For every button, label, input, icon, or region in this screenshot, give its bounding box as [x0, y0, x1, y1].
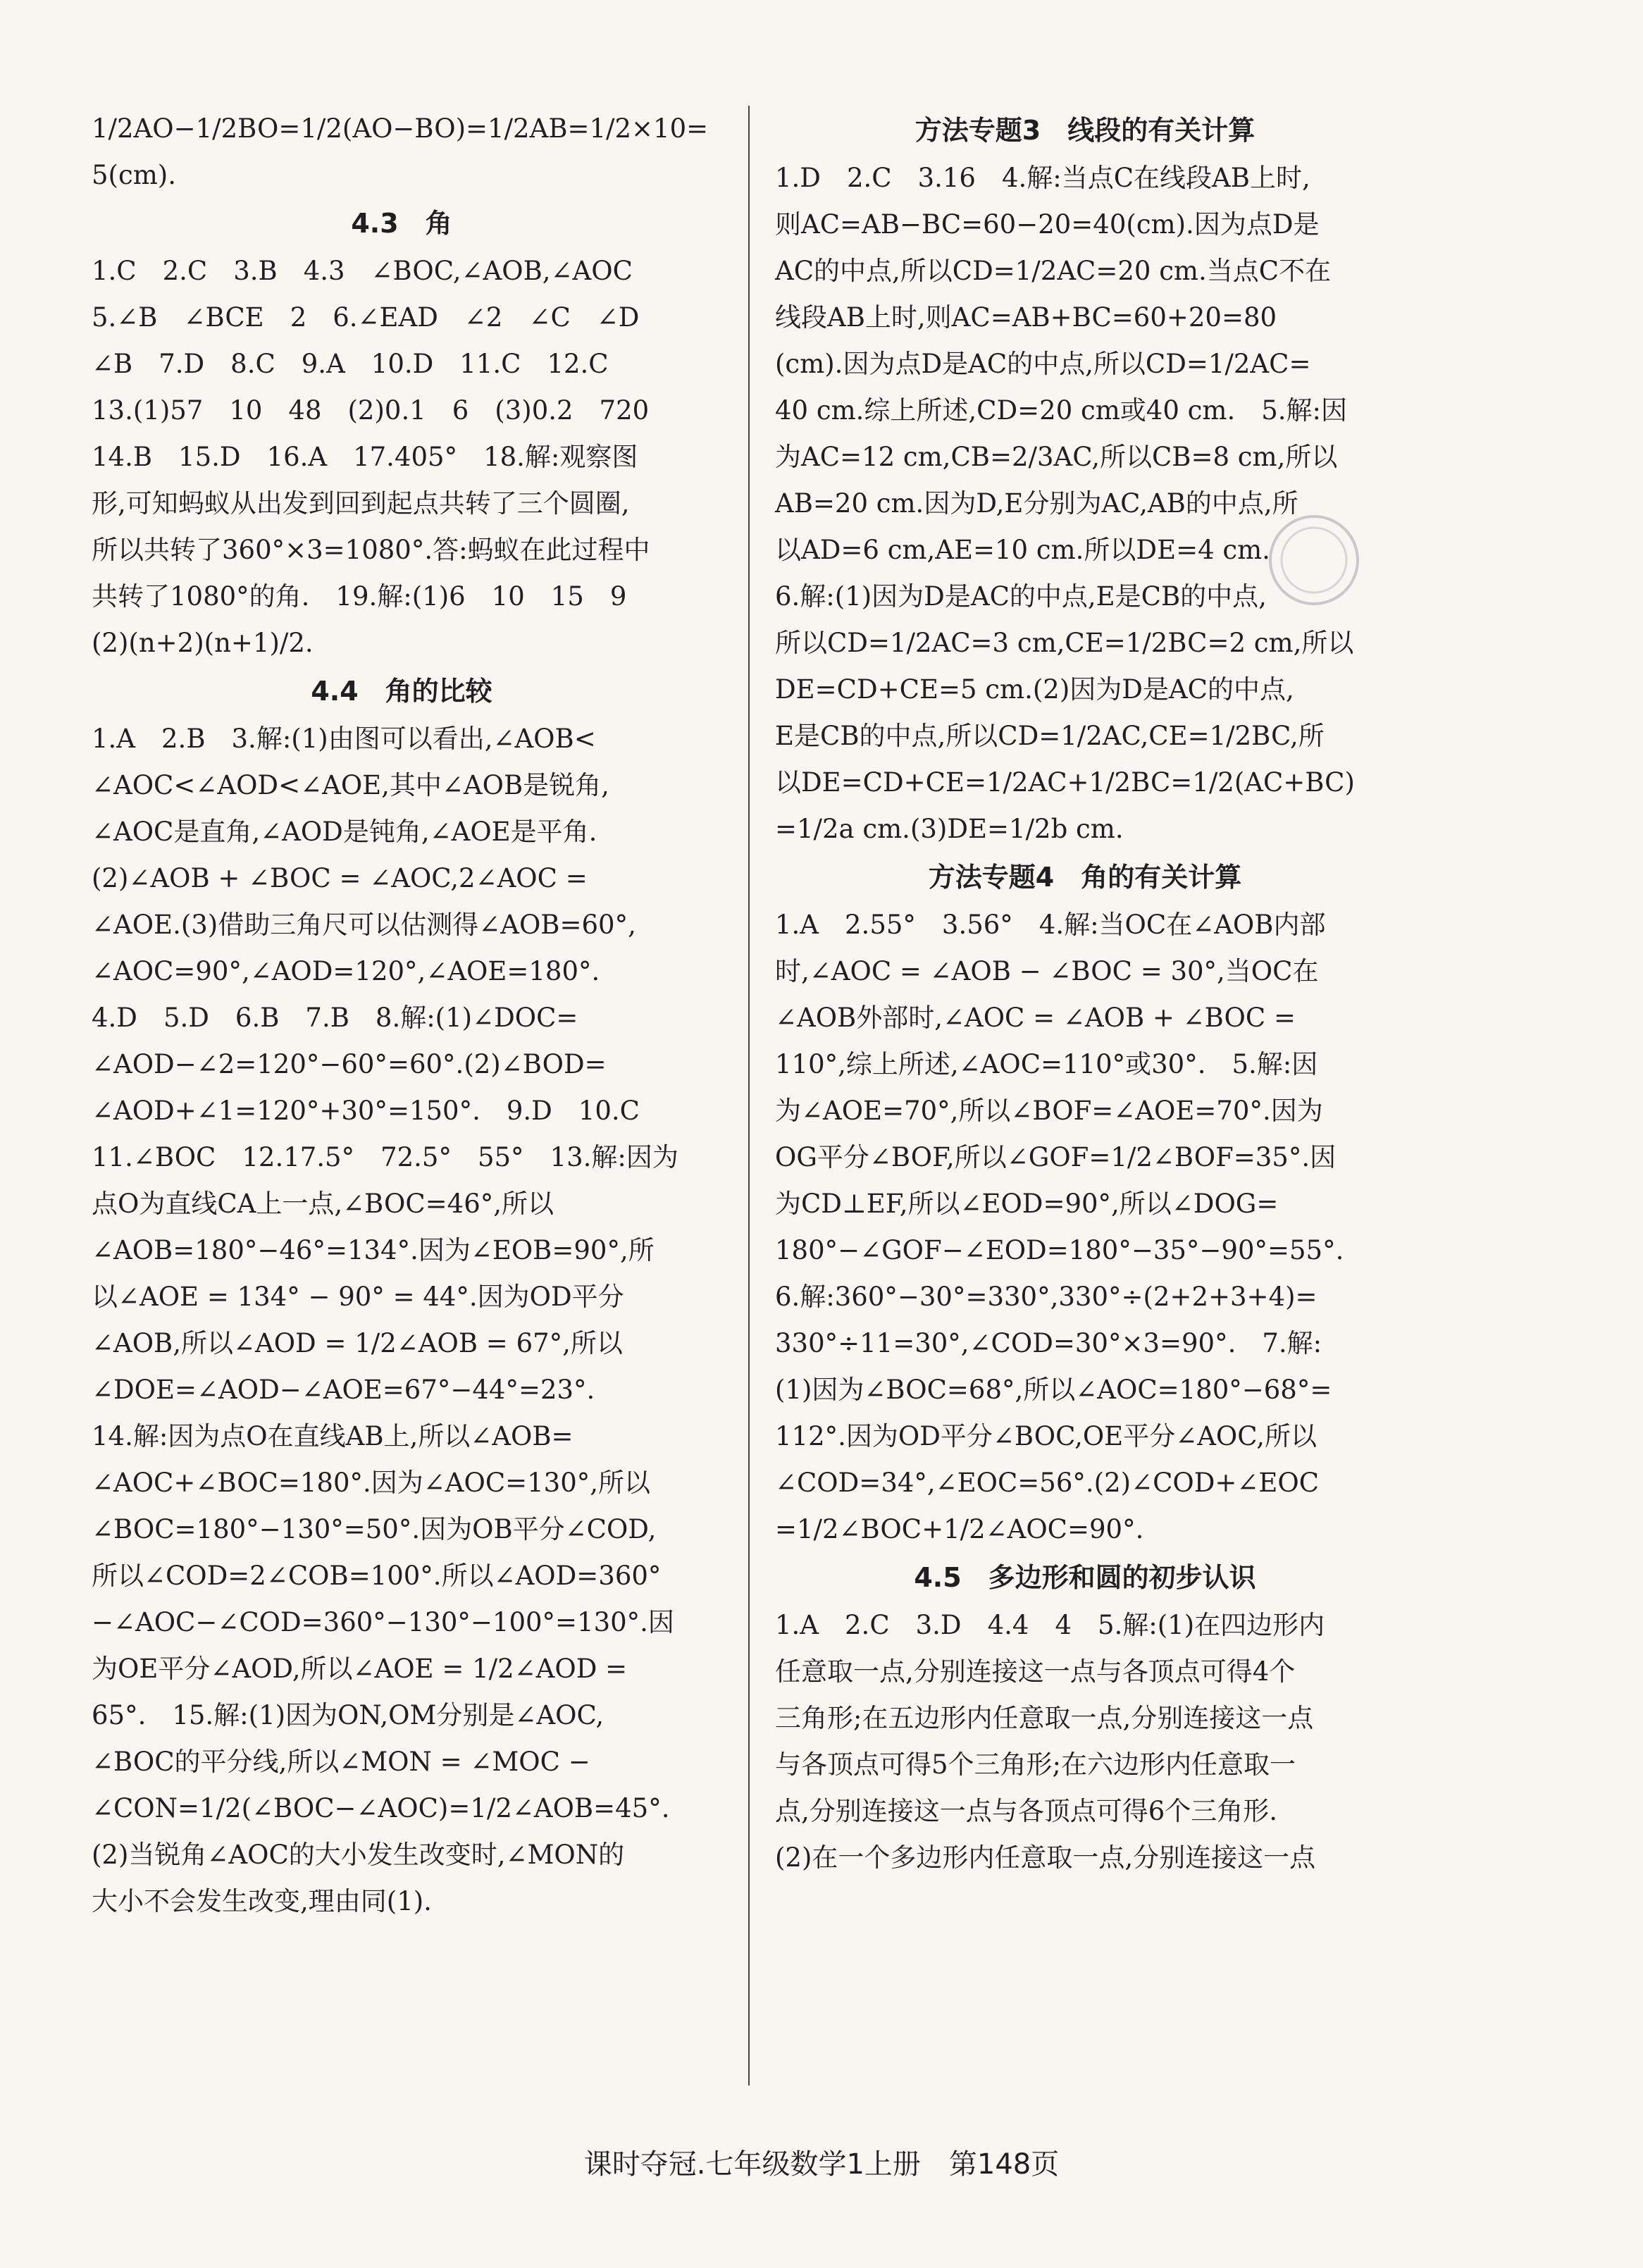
answer-line: AB=20 cm.因为D,E分别为AC,AB的中点,所 [775, 488, 1298, 519]
answer-line: 14.B 15.D 16.A 17.405° 18.解:观察图 [92, 442, 638, 472]
answer-line: ∠AOB,所以∠AOD = 1/2∠AOB = 67°,所以 [92, 1328, 623, 1358]
answer-line: −∠AOC−∠COD=360°−130°−100°=130°.因 [92, 1607, 674, 1637]
answer-line: 以AD=6 cm,AE=10 cm.所以DE=4 cm. [775, 535, 1270, 565]
answer-line: 1.D 2.C 3.16 4.解:当点C在线段AB上时, [775, 163, 1310, 193]
answer-line: 112°.因为OD平分∠BOC,OE平分∠AOC,所以 [775, 1421, 1317, 1451]
answer-line: (1)因为∠BOC=68°,所以∠AOC=180°−68°= [775, 1375, 1332, 1405]
answer-line: 任意取一点,分别连接这一点与各顶点可得4个 [775, 1656, 1296, 1687]
answer-line: (2)在一个多边形内任意取一点,分别连接这一点 [775, 1842, 1316, 1873]
section-4-5-title: 4.5 多边形和圆的初步认识 [914, 1562, 1256, 1593]
section-4-5-body [775, 1602, 1395, 1881]
method-topic-4-body [775, 902, 1395, 1553]
answer-line: 大小不会发生改变,理由同(1). [92, 1886, 432, 1916]
intro-line: 5(cm). [92, 160, 176, 190]
answer-line: 线段AB上时,则AC=AB+BC=60+20=80 [775, 302, 1277, 333]
answer-line: 所以CD=1/2AC=3 cm,CE=1/2BC=2 cm,所以 [775, 628, 1354, 658]
intro-line: 1/2AO−1/2BO=1/2(AO−BO)=1/2AB=1/2×10= [92, 113, 709, 144]
answer-line: ∠AOE.(3)借助三角尺可以估测得∠AOB=60°, [92, 910, 636, 940]
page-footer: 课时夺冠.七年级数学1上册 第148页 [583, 2148, 1060, 2181]
section-4-4-title: 4.4 角的比较 [311, 676, 492, 707]
answer-line: 1.C 2.C 3.B 4.3 ∠BOC,∠AOB,∠AOC [92, 256, 633, 286]
answer-line: ∠CON=1/2(∠BOC−∠AOC)=1/2∠AOB=45°. [92, 1793, 670, 1823]
answer-line: 13.(1)57 10 48 (2)0.1 6 (3)0.2 720 [92, 395, 650, 426]
answer-line: (2)当锐角∠AOC的大小发生改变时,∠MON的 [92, 1840, 625, 1870]
section-4-3-title: 4.3 角 [351, 208, 452, 239]
answer-line: 为CD⊥EF,所以∠EOD=90°,所以∠DOG= [775, 1189, 1279, 1219]
answer-line: OG平分∠BOF,所以∠GOF=1/2∠BOF=35°.因 [775, 1142, 1337, 1172]
answer-line: ∠B 7.D 8.C 9.A 10.D 11.C 12.C [92, 349, 609, 379]
answer-line: 与各顶点可得5个三角形;在六边形内任意取一 [775, 1749, 1296, 1780]
answer-line: 40 cm.综上所述,CD=20 cm或40 cm. 5.解:因 [775, 395, 1347, 426]
answer-line: ∠AOC是直角,∠AOD是钝角,∠AOE是平角. [92, 817, 597, 847]
answer-line: AC的中点,所以CD=1/2AC=20 cm.当点C不在 [775, 256, 1332, 286]
answer-line: 1.A 2.B 3.解:(1)由图可以看出,∠AOB< [92, 724, 596, 754]
answer-line: 65°. 15.解:(1)因为ON,OM分别是∠AOC, [92, 1700, 604, 1730]
answer-line: 为∠AOE=70°,所以∠BOF=∠AOE=70°.因为 [775, 1096, 1323, 1126]
section-4-3-body [92, 248, 712, 667]
answer-line: =1/2a cm.(3)DE=1/2b cm. [775, 814, 1124, 844]
method-topic-4-title: 方法专题4 角的有关计算 [928, 862, 1242, 893]
answer-line: (2)∠AOB + ∠BOC = ∠AOC,2∠AOC = [92, 863, 588, 893]
answer-line: ∠COD=34°,∠EOC=56°.(2)∠COD+∠EOC [775, 1468, 1320, 1498]
answer-line: 为AC=12 cm,CB=2/3AC,所以CB=8 cm,所以 [775, 442, 1338, 472]
answer-line: ∠BOC=180°−130°=50°.因为OB平分∠COD, [92, 1514, 657, 1544]
answer-line: 1.A 2.55° 3.56° 4.解:当OC在∠AOB内部 [775, 910, 1326, 940]
answer-line: 点,分别连接这一点与各顶点可得6个三角形. [775, 1796, 1278, 1826]
answer-line: (2)(n+2)(n+1)/2. [92, 628, 314, 658]
left-column [92, 106, 712, 1925]
answer-line: 6.解:(1)因为D是AC的中点,E是CB的中点, [775, 581, 1267, 612]
answer-line: 330°÷11=30°,∠COD=30°×3=90°. 7.解: [775, 1328, 1322, 1358]
answer-line: 6.解:360°−30°=330°,330°÷(2+2+3+4)= [775, 1282, 1318, 1312]
answer-line: 时,∠AOC = ∠AOB − ∠BOC = 30°,当OC在 [775, 956, 1319, 986]
answer-line: 三角形;在五边形内任意取一点,分别连接这一点 [775, 1703, 1314, 1733]
answer-line: =1/2∠BOC+1/2∠AOC=90°. [775, 1514, 1144, 1544]
answer-line: ∠AOB=180°−46°=134°.因为∠EOB=90°,所 [92, 1235, 655, 1265]
answer-line: ∠AOD+∠1=120°+30°=150°. 9.D 10.C [92, 1096, 640, 1126]
answer-line: 以∠AOE = 134° − 90° = 44°.因为OD平分 [92, 1282, 624, 1312]
answer-line: 1.A 2.C 3.D 4.4 4 5.解:(1)在四边形内 [775, 1610, 1325, 1640]
answer-line: 以DE=CD+CE=1/2AC+1/2BC=1/2(AC+BC) [775, 767, 1355, 798]
answer-line: 为OE平分∠AOD,所以∠AOE = 1/2∠AOD = [92, 1654, 628, 1684]
answer-line: ∠AOD−∠2=120°−60°=60°.(2)∠BOD= [92, 1049, 607, 1079]
answer-line: ∠AOB外部时,∠AOC = ∠AOB + ∠BOC = [775, 1003, 1296, 1033]
answer-line: 共转了1080°的角. 19.解:(1)6 10 15 9 [92, 581, 627, 612]
answer-line: 则AC=AB−BC=60−20=40(cm).因为点D是 [775, 209, 1320, 240]
answer-line: 形,可知蚂蚁从出发到回到起点共转了三个圆圈, [92, 488, 630, 519]
answer-line: 5.∠B ∠BCE 2 6.∠EAD ∠2 ∠C ∠D [92, 302, 640, 333]
answer-line: DE=CD+CE=5 cm.(2)因为D是AC的中点, [775, 674, 1294, 705]
right-column [775, 106, 1395, 1881]
answer-line: ∠AOC=90°,∠AOD=120°,∠AOE=180°. [92, 956, 600, 986]
answer-line: ∠AOC<∠AOD<∠AOE,其中∠AOB是锐角, [92, 770, 609, 800]
answer-line: 所以∠COD=2∠COB=100°.所以∠AOD=360° [92, 1561, 662, 1591]
answer-line: 11.∠BOC 12.17.5° 72.5° 55° 13.解:因为 [92, 1142, 678, 1172]
answer-line: 4.D 5.D 6.B 7.B 8.解:(1)∠DOC= [92, 1003, 578, 1033]
answer-line: E是CB的中点,所以CD=1/2AC,CE=1/2BC,所 [775, 721, 1325, 751]
watermark-stamp [1261, 507, 1367, 613]
method-topic-3-title: 方法专题3 线段的有关计算 [914, 115, 1256, 146]
answer-line: 14.解:因为点O在直线AB上,所以∠AOB= [92, 1421, 574, 1451]
method-topic-3-body [775, 155, 1395, 853]
answer-line: ∠AOC+∠BOC=180°.因为∠AOC=130°,所以 [92, 1468, 651, 1498]
answer-line: 所以共转了360°×3=1080°.答:蚂蚁在此过程中 [92, 535, 650, 565]
section-4-4-body [92, 716, 712, 1925]
answer-line: 点O为直线CA上一点,∠BOC=46°,所以 [92, 1189, 554, 1219]
answer-line: 180°−∠GOF−∠EOD=180°−35°−90°=55°. [775, 1235, 1344, 1265]
answer-line: ∠BOC的平分线,所以∠MON = ∠MOC − [92, 1747, 590, 1777]
answer-line: ∠DOE=∠AOD−∠AOE=67°−44°=23°. [92, 1375, 595, 1405]
column-divider [748, 106, 750, 2086]
answer-line: 110°,综上所述,∠AOC=110°或30°. 5.解:因 [775, 1049, 1318, 1079]
answer-line: (cm).因为点D是AC的中点,所以CD=1/2AC= [775, 349, 1311, 379]
